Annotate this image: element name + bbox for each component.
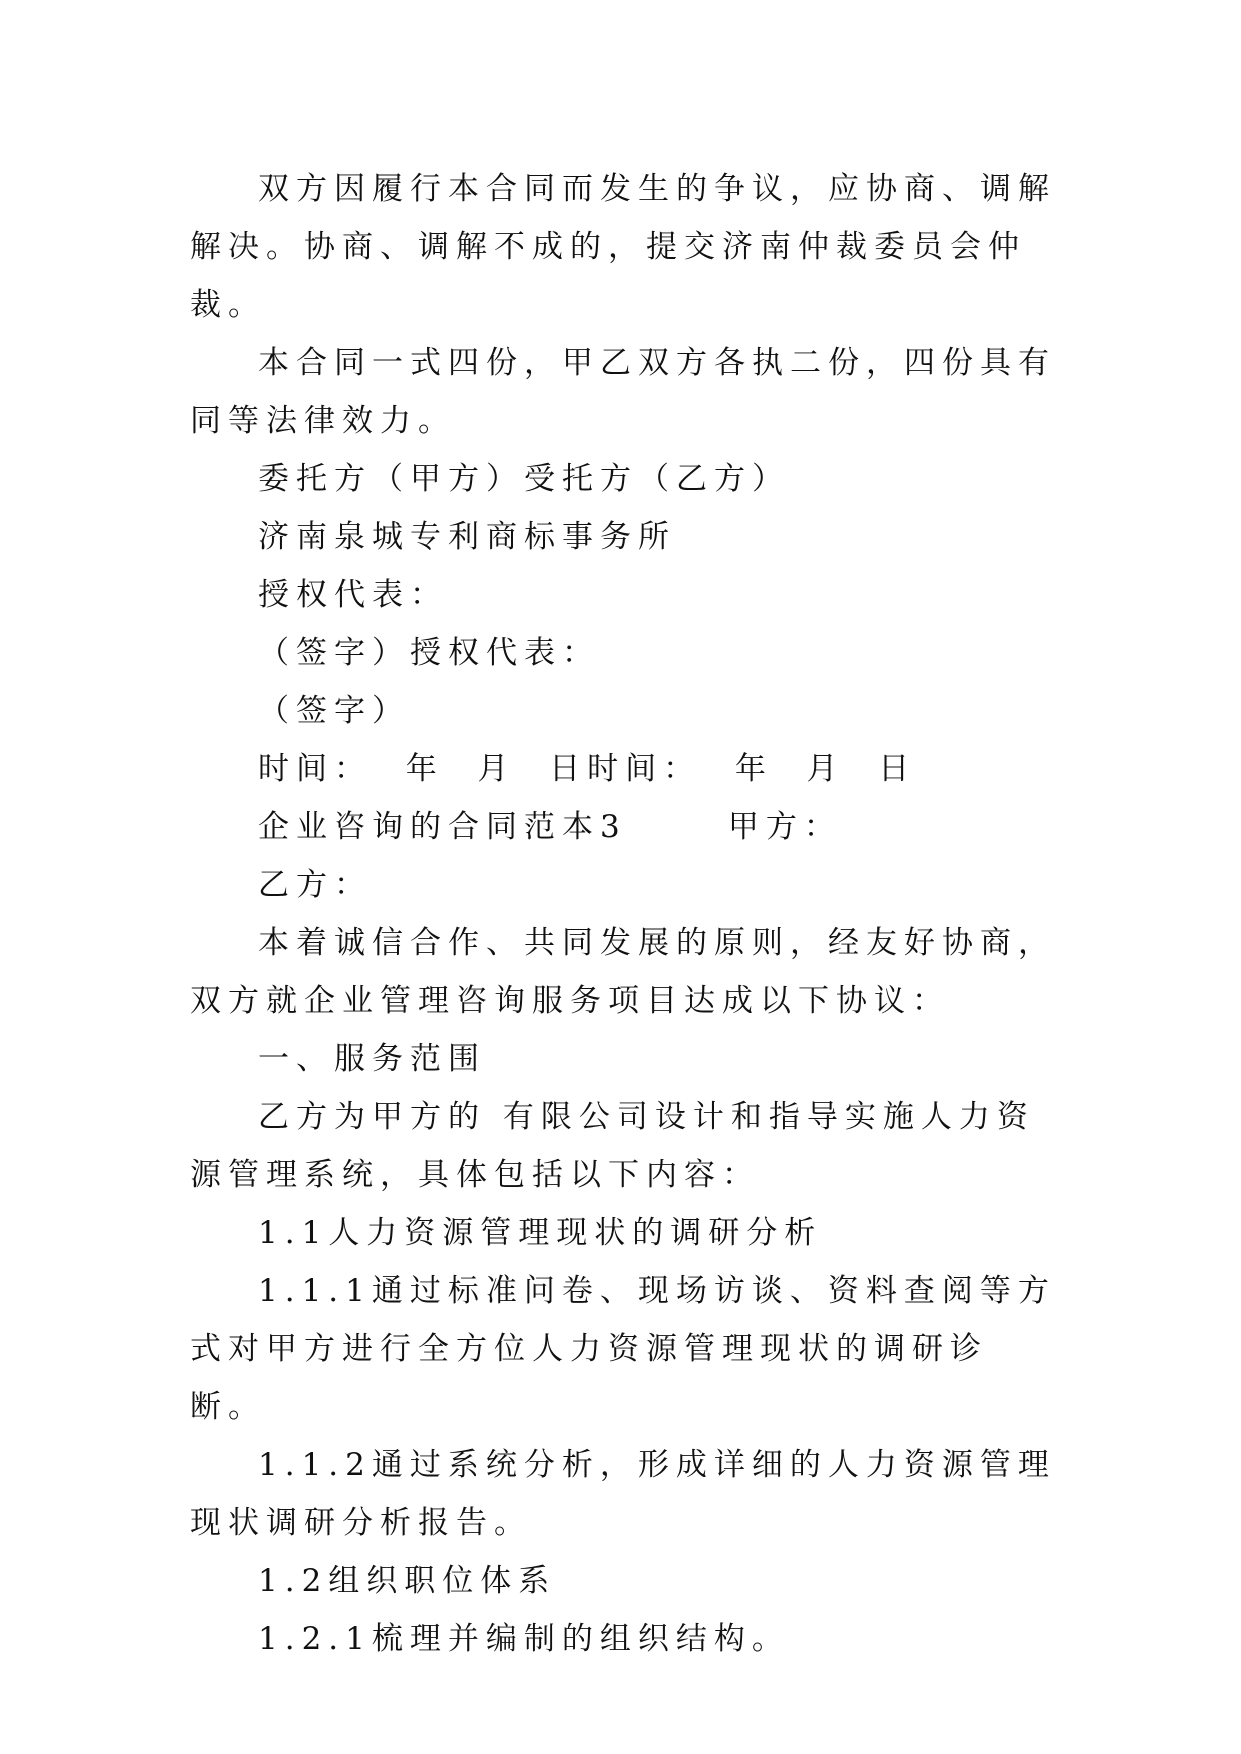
paragraph-authorized-rep: 授权代表：: [258, 577, 448, 613]
paragraph-date: 时间： 年 月 日时间： 年 月 日: [258, 751, 917, 787]
paragraph-dispute-resolution: 双方因履行本合同而发生的争议，应协商、调解解决。协商、调解不成的，提交济南仲裁委员会仲裁。: [190, 171, 1056, 323]
paragraph-item-1-1-2: 1.1.2通过系统分析，形成详细的人力资源管理现状调研分析报告。: [190, 1447, 1056, 1541]
paragraph-firm-name: 济南泉城专利商标事务所: [258, 519, 676, 555]
paragraph-item-1-2-1: 1.2.1梳理并编制的组织结构。: [258, 1621, 790, 1657]
paragraph-signature-rep: （签字）授权代表：: [258, 635, 600, 671]
paragraph-item-1-1: 1.1人力资源管理现状的调研分析: [258, 1215, 823, 1251]
paragraph-parties: 委托方（甲方）受托方（乙方）: [258, 461, 790, 497]
paragraph-principle: 本着诚信合作、共同发展的原则，经友好协商，双方就企业管理咨询服务项目达成以下协议：: [190, 925, 1056, 1019]
paragraph-copies: 本合同一式四份，甲乙双方各执二份，四份具有同等法律效力。: [190, 345, 1056, 439]
paragraph-section-heading: 一、服务范围: [258, 1041, 486, 1077]
document-body: [190, 160, 1060, 1668]
paragraph-signature: （签字）: [258, 693, 410, 729]
paragraph-item-1-2: 1.2组织职位体系: [258, 1563, 557, 1599]
paragraph-scope: 乙方为甲方的 有限公司设计和指导实施人力资源管理系统，具体包括以下内容：: [190, 1099, 1035, 1193]
paragraph-template-heading: 企业咨询的合同范本3 甲方：: [258, 809, 842, 845]
paragraph-item-1-1-1: 1.1.1通过标准问卷、现场访谈、资料查阅等方式对甲方进行全方位人力资源管理现状的调研诊断。: [190, 1273, 1056, 1425]
paragraph-party-b: 乙方：: [258, 867, 372, 903]
